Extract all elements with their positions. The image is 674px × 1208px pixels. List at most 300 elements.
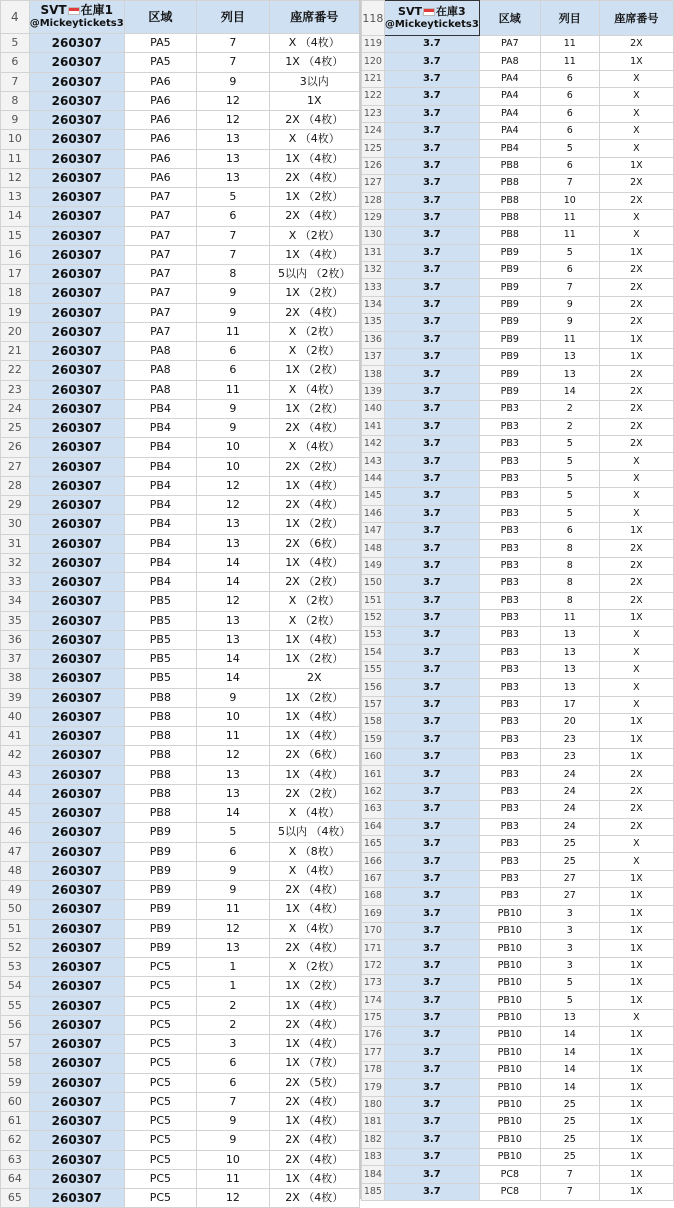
row-number[interactable]: 162 xyxy=(362,783,385,800)
row-cell[interactable]: 25 xyxy=(540,853,599,870)
row-cell[interactable]: 13 xyxy=(197,938,269,957)
seat-cell[interactable]: 1X xyxy=(599,957,673,974)
area-cell[interactable]: PB3 xyxy=(479,714,540,731)
row-cell[interactable]: 11 xyxy=(197,380,269,399)
row-number[interactable]: 31 xyxy=(1,534,30,553)
row-number[interactable]: 132 xyxy=(362,262,385,279)
seat-cell[interactable]: X （2枚） xyxy=(269,342,359,361)
date-cell[interactable]: 260307 xyxy=(29,1169,124,1188)
seat-cell[interactable]: 1X （2枚） xyxy=(269,284,359,303)
row-cell[interactable]: 6 xyxy=(540,105,599,122)
seat-cell[interactable]: 2X xyxy=(599,766,673,783)
row-number[interactable]: 150 xyxy=(362,575,385,592)
date-cell[interactable]: 3.7 xyxy=(384,453,479,470)
area-cell[interactable]: PB9 xyxy=(479,349,540,366)
date-cell[interactable]: 3.7 xyxy=(384,366,479,383)
area-cell[interactable]: PA4 xyxy=(479,122,540,139)
row-cell[interactable]: 7 xyxy=(197,245,269,264)
area-cell[interactable]: PA7 xyxy=(124,284,196,303)
row-cell[interactable]: 12 xyxy=(197,919,269,938)
area-cell[interactable]: PB5 xyxy=(124,650,196,669)
row-number[interactable]: 42 xyxy=(1,746,30,765)
seat-cell[interactable]: 1X xyxy=(599,349,673,366)
area-cell[interactable]: PB3 xyxy=(479,627,540,644)
row-number[interactable]: 34 xyxy=(1,592,30,611)
row-number[interactable]: 37 xyxy=(1,650,30,669)
row-number[interactable]: 36 xyxy=(1,630,30,649)
date-cell[interactable]: 260307 xyxy=(29,207,124,226)
seat-cell[interactable]: 1X xyxy=(599,922,673,939)
date-cell[interactable]: 260307 xyxy=(29,342,124,361)
seat-cell[interactable]: 2X （2枚） xyxy=(269,784,359,803)
row-cell[interactable]: 13 xyxy=(540,662,599,679)
row-number[interactable]: 14 xyxy=(1,207,30,226)
row-cell[interactable]: 5 xyxy=(540,992,599,1009)
seat-cell[interactable]: 1X （4枚） xyxy=(269,1035,359,1054)
area-cell[interactable]: PA7 xyxy=(124,226,196,245)
seat-cell[interactable]: 1X xyxy=(599,1149,673,1166)
row-number[interactable]: 166 xyxy=(362,853,385,870)
row-header[interactable]: 列目 xyxy=(197,1,269,34)
row-cell[interactable]: 11 xyxy=(540,609,599,626)
row-number[interactable]: 46 xyxy=(1,823,30,842)
seat-cell[interactable]: 2X xyxy=(599,401,673,418)
date-cell[interactable]: 260307 xyxy=(29,804,124,823)
date-cell[interactable]: 3.7 xyxy=(384,349,479,366)
date-cell[interactable]: 3.7 xyxy=(384,244,479,261)
row-number[interactable]: 121 xyxy=(362,70,385,87)
row-number[interactable]: 158 xyxy=(362,714,385,731)
seat-cell[interactable]: 2X xyxy=(599,801,673,818)
area-cell[interactable]: PA7 xyxy=(124,245,196,264)
date-cell[interactable]: 260307 xyxy=(29,996,124,1015)
row-number[interactable]: 61 xyxy=(1,1112,30,1131)
row-cell[interactable]: 11 xyxy=(197,1169,269,1188)
row-cell[interactable]: 6 xyxy=(540,157,599,174)
area-cell[interactable]: PB4 xyxy=(124,515,196,534)
row-cell[interactable]: 13 xyxy=(197,784,269,803)
row-number[interactable]: 9 xyxy=(1,111,30,130)
row-cell[interactable]: 23 xyxy=(540,749,599,766)
row-cell[interactable]: 3 xyxy=(540,957,599,974)
area-cell[interactable]: PB3 xyxy=(479,522,540,539)
seat-cell[interactable]: 1X xyxy=(599,749,673,766)
row-cell[interactable]: 11 xyxy=(540,53,599,70)
area-cell[interactable]: PB10 xyxy=(479,1079,540,1096)
area-cell[interactable]: PB10 xyxy=(479,992,540,1009)
date-cell[interactable]: 260307 xyxy=(29,130,124,149)
date-cell[interactable]: 3.7 xyxy=(384,905,479,922)
row-number[interactable]: 185 xyxy=(362,1183,385,1200)
seat-cell[interactable]: 2X xyxy=(269,669,359,688)
date-cell[interactable]: 260307 xyxy=(29,746,124,765)
row-cell[interactable]: 13 xyxy=(540,349,599,366)
row-cell[interactable]: 27 xyxy=(540,888,599,905)
seat-cell[interactable]: X （4枚） xyxy=(269,130,359,149)
row-number[interactable]: 7 xyxy=(1,72,30,91)
row-cell[interactable]: 13 xyxy=(197,149,269,168)
date-cell[interactable]: 3.7 xyxy=(384,644,479,661)
date-cell[interactable]: 260307 xyxy=(29,977,124,996)
row-number[interactable]: 119 xyxy=(362,36,385,53)
seat-cell[interactable]: X （4枚） xyxy=(269,34,359,53)
area-cell[interactable]: PB9 xyxy=(124,900,196,919)
row-number[interactable]: 32 xyxy=(1,553,30,572)
row-cell[interactable]: 2 xyxy=(197,1015,269,1034)
row-number[interactable]: 180 xyxy=(362,1096,385,1113)
date-cell[interactable]: 3.7 xyxy=(384,209,479,226)
row-cell[interactable]: 13 xyxy=(540,679,599,696)
row-number[interactable]: 35 xyxy=(1,611,30,630)
seat-cell[interactable]: X xyxy=(599,122,673,139)
area-cell[interactable]: PA7 xyxy=(124,207,196,226)
row-cell[interactable]: 17 xyxy=(540,696,599,713)
row-number[interactable]: 144 xyxy=(362,470,385,487)
row-number[interactable]: 143 xyxy=(362,453,385,470)
area-cell[interactable]: PB5 xyxy=(124,611,196,630)
date-cell[interactable]: 3.7 xyxy=(384,105,479,122)
row-number[interactable]: 179 xyxy=(362,1079,385,1096)
date-cell[interactable]: 260307 xyxy=(29,515,124,534)
seat-cell[interactable]: 3以内 xyxy=(269,72,359,91)
area-cell[interactable]: PB9 xyxy=(124,938,196,957)
date-cell[interactable]: 3.7 xyxy=(384,662,479,679)
row-number[interactable]: 11 xyxy=(1,149,30,168)
seat-cell[interactable]: 1X （4枚） xyxy=(269,245,359,264)
area-cell[interactable]: PB3 xyxy=(479,870,540,887)
row-number[interactable]: 49 xyxy=(1,881,30,900)
row-number[interactable]: 169 xyxy=(362,905,385,922)
row-cell[interactable]: 10 xyxy=(197,707,269,726)
area-cell[interactable]: PB9 xyxy=(479,331,540,348)
date-cell[interactable]: 3.7 xyxy=(384,1044,479,1061)
row-cell[interactable]: 3 xyxy=(540,922,599,939)
row-cell[interactable]: 13 xyxy=(197,168,269,187)
area-cell[interactable]: PB4 xyxy=(124,553,196,572)
seat-cell[interactable]: X xyxy=(599,88,673,105)
date-cell[interactable]: 3.7 xyxy=(384,731,479,748)
date-cell[interactable]: 260307 xyxy=(29,727,124,746)
row-number[interactable]: 128 xyxy=(362,192,385,209)
seat-cell[interactable]: 1X xyxy=(599,1062,673,1079)
row-number[interactable]: 21 xyxy=(1,342,30,361)
area-cell[interactable]: PB3 xyxy=(479,470,540,487)
row-cell[interactable]: 7 xyxy=(540,279,599,296)
date-cell[interactable]: 260307 xyxy=(29,1131,124,1150)
date-cell[interactable]: 3.7 xyxy=(384,383,479,400)
row-number[interactable]: 39 xyxy=(1,688,30,707)
row-number[interactable]: 10 xyxy=(1,130,30,149)
row-cell[interactable]: 8 xyxy=(197,265,269,284)
date-cell[interactable]: 260307 xyxy=(29,823,124,842)
area-header[interactable]: 区域 xyxy=(479,1,540,36)
row-number[interactable]: 19 xyxy=(1,303,30,322)
area-cell[interactable]: PB3 xyxy=(479,731,540,748)
row-cell[interactable]: 11 xyxy=(197,322,269,341)
row-number[interactable]: 165 xyxy=(362,835,385,852)
area-cell[interactable]: PB3 xyxy=(479,488,540,505)
area-cell[interactable]: PB10 xyxy=(479,922,540,939)
date-cell[interactable]: 260307 xyxy=(29,669,124,688)
seat-cell[interactable]: 1X （2枚） xyxy=(269,399,359,418)
row-cell[interactable]: 14 xyxy=(197,669,269,688)
seat-cell[interactable]: 2X （6枚） xyxy=(269,534,359,553)
seat-cell[interactable]: 1X （4枚） xyxy=(269,727,359,746)
area-cell[interactable]: PB4 xyxy=(124,476,196,495)
date-cell[interactable]: 260307 xyxy=(29,553,124,572)
row-number[interactable]: 134 xyxy=(362,296,385,313)
seat-cell[interactable]: 1X xyxy=(599,331,673,348)
seat-cell[interactable]: 2X （4枚） xyxy=(269,419,359,438)
row-cell[interactable]: 9 xyxy=(197,861,269,880)
row-number[interactable]: 140 xyxy=(362,401,385,418)
date-cell[interactable]: 3.7 xyxy=(384,992,479,1009)
date-cell[interactable]: 3.7 xyxy=(384,922,479,939)
inventory-title-header[interactable] xyxy=(384,1,479,36)
area-cell[interactable]: PB3 xyxy=(479,818,540,835)
row-cell[interactable]: 10 xyxy=(197,438,269,457)
row-cell[interactable]: 12 xyxy=(197,592,269,611)
seat-cell[interactable]: 1X （4枚） xyxy=(269,53,359,72)
row-number[interactable]: 62 xyxy=(1,1131,30,1150)
row-number[interactable]: 30 xyxy=(1,515,30,534)
seat-cell[interactable]: 2X （5枚） xyxy=(269,1073,359,1092)
row-number[interactable]: 170 xyxy=(362,922,385,939)
date-cell[interactable]: 3.7 xyxy=(384,192,479,209)
date-cell[interactable]: 260307 xyxy=(29,457,124,476)
row-number[interactable]: 38 xyxy=(1,669,30,688)
area-cell[interactable]: PB9 xyxy=(124,842,196,861)
row-number[interactable]: 177 xyxy=(362,1044,385,1061)
row-number[interactable]: 53 xyxy=(1,958,30,977)
date-cell[interactable]: 260307 xyxy=(29,611,124,630)
row-cell[interactable]: 12 xyxy=(197,111,269,130)
row-cell[interactable]: 13 xyxy=(197,130,269,149)
row-cell[interactable]: 10 xyxy=(197,457,269,476)
row-number[interactable]: 164 xyxy=(362,818,385,835)
seat-cell[interactable]: 1X （2枚） xyxy=(269,977,359,996)
date-cell[interactable]: 260307 xyxy=(29,303,124,322)
row-number[interactable]: 147 xyxy=(362,522,385,539)
area-cell[interactable]: PB3 xyxy=(479,609,540,626)
area-cell[interactable]: PB3 xyxy=(479,575,540,592)
date-cell[interactable]: 3.7 xyxy=(384,592,479,609)
seat-cell[interactable]: X （2枚） xyxy=(269,958,359,977)
row-cell[interactable]: 25 xyxy=(540,1149,599,1166)
seat-cell[interactable]: 2X xyxy=(599,540,673,557)
area-cell[interactable]: PB5 xyxy=(124,592,196,611)
row-number[interactable]: 60 xyxy=(1,1092,30,1111)
date-cell[interactable]: 260307 xyxy=(29,630,124,649)
seat-cell[interactable]: 2X xyxy=(599,783,673,800)
row-cell[interactable]: 6 xyxy=(540,70,599,87)
row-cell[interactable]: 5 xyxy=(540,435,599,452)
date-cell[interactable]: 260307 xyxy=(29,573,124,592)
seat-cell[interactable]: 1X xyxy=(599,53,673,70)
seat-cell[interactable]: 1X （2枚） xyxy=(269,361,359,380)
row-number[interactable]: 59 xyxy=(1,1073,30,1092)
seat-cell[interactable]: X xyxy=(599,227,673,244)
date-cell[interactable]: 3.7 xyxy=(384,575,479,592)
seat-cell[interactable]: 2X （2枚） xyxy=(269,573,359,592)
row-cell[interactable]: 9 xyxy=(197,881,269,900)
seat-cell[interactable]: 2X xyxy=(599,435,673,452)
area-cell[interactable]: PA4 xyxy=(479,88,540,105)
row-cell[interactable]: 10 xyxy=(540,192,599,209)
area-cell[interactable]: PA4 xyxy=(479,70,540,87)
row-number[interactable]: 152 xyxy=(362,609,385,626)
row-cell[interactable]: 3 xyxy=(540,905,599,922)
area-cell[interactable]: PB8 xyxy=(124,746,196,765)
area-cell[interactable]: PB3 xyxy=(479,835,540,852)
area-cell[interactable]: PB3 xyxy=(479,749,540,766)
row-cell[interactable]: 5 xyxy=(540,975,599,992)
seat-header[interactable]: 座席番号 xyxy=(269,1,359,34)
area-cell[interactable]: PC5 xyxy=(124,958,196,977)
date-cell[interactable]: 260307 xyxy=(29,958,124,977)
row-cell[interactable]: 6 xyxy=(197,1073,269,1092)
row-number[interactable]: 25 xyxy=(1,419,30,438)
seat-cell[interactable]: X （4枚） xyxy=(269,804,359,823)
row-number[interactable]: 47 xyxy=(1,842,30,861)
seat-cell[interactable]: 2X xyxy=(599,383,673,400)
date-cell[interactable]: 260307 xyxy=(29,1073,124,1092)
date-cell[interactable]: 260307 xyxy=(29,1112,124,1131)
seat-cell[interactable]: 5以内 （2枚） xyxy=(269,265,359,284)
date-cell[interactable]: 3.7 xyxy=(384,70,479,87)
seat-cell[interactable]: 1X （4枚） xyxy=(269,1112,359,1131)
row-cell[interactable]: 5 xyxy=(540,505,599,522)
row-cell[interactable]: 9 xyxy=(197,399,269,418)
area-cell[interactable]: PB3 xyxy=(479,853,540,870)
row-number[interactable]: 6 xyxy=(1,53,30,72)
area-cell[interactable]: PB4 xyxy=(124,496,196,515)
area-cell[interactable]: PB3 xyxy=(479,679,540,696)
date-cell[interactable]: 3.7 xyxy=(384,1079,479,1096)
area-cell[interactable]: PC5 xyxy=(124,1035,196,1054)
row-cell[interactable]: 24 xyxy=(540,801,599,818)
seat-cell[interactable]: 2X （4枚） xyxy=(269,303,359,322)
row-cell[interactable]: 13 xyxy=(197,611,269,630)
row-cell[interactable]: 9 xyxy=(197,72,269,91)
seat-cell[interactable]: X （2枚） xyxy=(269,322,359,341)
row-number[interactable]: 145 xyxy=(362,488,385,505)
area-cell[interactable]: PB3 xyxy=(479,453,540,470)
date-cell[interactable]: 3.7 xyxy=(384,157,479,174)
seat-cell[interactable]: 1X xyxy=(599,714,673,731)
date-cell[interactable]: 260307 xyxy=(29,1054,124,1073)
area-cell[interactable]: PC5 xyxy=(124,1112,196,1131)
seat-cell[interactable]: 2X （4枚） xyxy=(269,1092,359,1111)
row-cell[interactable]: 2 xyxy=(540,401,599,418)
row-cell[interactable]: 6 xyxy=(197,207,269,226)
date-cell[interactable]: 3.7 xyxy=(384,975,479,992)
row-cell[interactable]: 9 xyxy=(197,284,269,303)
area-cell[interactable]: PA6 xyxy=(124,130,196,149)
row-cell[interactable]: 14 xyxy=(540,1079,599,1096)
seat-cell[interactable]: X xyxy=(599,662,673,679)
seat-cell[interactable]: X （4枚） xyxy=(269,380,359,399)
area-cell[interactable]: PB9 xyxy=(479,383,540,400)
row-cell[interactable]: 8 xyxy=(540,575,599,592)
area-cell[interactable]: PB3 xyxy=(479,418,540,435)
row-number[interactable]: 50 xyxy=(1,900,30,919)
seat-cell[interactable]: 2X （4枚） xyxy=(269,1131,359,1150)
date-cell[interactable]: 260307 xyxy=(29,438,124,457)
seat-cell[interactable]: X xyxy=(599,627,673,644)
row-cell[interactable]: 6 xyxy=(540,122,599,139)
row-cell[interactable]: 9 xyxy=(540,296,599,313)
row-number[interactable]: 22 xyxy=(1,361,30,380)
area-cell[interactable]: PB10 xyxy=(479,1009,540,1026)
date-cell[interactable]: 3.7 xyxy=(384,870,479,887)
area-cell[interactable]: PB3 xyxy=(479,783,540,800)
row-cell[interactable]: 5 xyxy=(540,453,599,470)
area-cell[interactable]: PC5 xyxy=(124,977,196,996)
row-cell[interactable]: 14 xyxy=(540,383,599,400)
row-number[interactable]: 178 xyxy=(362,1062,385,1079)
area-cell[interactable]: PA7 xyxy=(124,265,196,284)
row-cell[interactable]: 9 xyxy=(197,688,269,707)
area-cell[interactable]: PB3 xyxy=(479,540,540,557)
seat-cell[interactable]: 1X （4枚） xyxy=(269,765,359,784)
row-cell[interactable]: 7 xyxy=(540,175,599,192)
area-cell[interactable]: PA4 xyxy=(479,105,540,122)
area-cell[interactable]: PA6 xyxy=(124,168,196,187)
seat-cell[interactable]: 2X （2枚） xyxy=(269,457,359,476)
date-cell[interactable]: 3.7 xyxy=(384,418,479,435)
row-cell[interactable]: 5 xyxy=(197,188,269,207)
area-cell[interactable]: PB8 xyxy=(479,157,540,174)
area-cell[interactable]: PB10 xyxy=(479,975,540,992)
row-cell[interactable]: 24 xyxy=(540,783,599,800)
row-number[interactable]: 28 xyxy=(1,476,30,495)
date-cell[interactable]: 3.7 xyxy=(384,749,479,766)
area-cell[interactable]: PA8 xyxy=(124,342,196,361)
row-cell[interactable]: 14 xyxy=(197,553,269,572)
area-cell[interactable]: PB8 xyxy=(124,707,196,726)
area-cell[interactable]: PB10 xyxy=(479,1044,540,1061)
row-cell[interactable]: 5 xyxy=(540,140,599,157)
seat-cell[interactable]: 2X （4枚） xyxy=(269,111,359,130)
row-number[interactable]: 138 xyxy=(362,366,385,383)
row-number[interactable]: 54 xyxy=(1,977,30,996)
row-cell[interactable]: 6 xyxy=(197,342,269,361)
row-number[interactable]: 135 xyxy=(362,314,385,331)
date-cell[interactable]: 3.7 xyxy=(384,296,479,313)
date-cell[interactable]: 260307 xyxy=(29,650,124,669)
area-cell[interactable]: PB8 xyxy=(124,765,196,784)
seat-cell[interactable]: X xyxy=(599,644,673,661)
row-cell[interactable]: 9 xyxy=(197,303,269,322)
seat-cell[interactable]: X （4枚） xyxy=(269,919,359,938)
row-number[interactable]: 175 xyxy=(362,1009,385,1026)
area-cell[interactable]: PA5 xyxy=(124,34,196,53)
date-cell[interactable]: 260307 xyxy=(29,188,124,207)
date-cell[interactable]: 3.7 xyxy=(384,679,479,696)
seat-cell[interactable]: 2X xyxy=(599,262,673,279)
row-cell[interactable]: 7 xyxy=(197,226,269,245)
row-number[interactable]: 153 xyxy=(362,627,385,644)
seat-cell[interactable]: 5以内 （4枚） xyxy=(269,823,359,842)
row-number[interactable]: 157 xyxy=(362,696,385,713)
date-cell[interactable]: 3.7 xyxy=(384,627,479,644)
seat-cell[interactable]: 1X xyxy=(599,1096,673,1113)
date-cell[interactable]: 3.7 xyxy=(384,801,479,818)
date-cell[interactable]: 3.7 xyxy=(384,557,479,574)
area-cell[interactable]: PC5 xyxy=(124,1189,196,1208)
seat-cell[interactable]: X xyxy=(599,209,673,226)
